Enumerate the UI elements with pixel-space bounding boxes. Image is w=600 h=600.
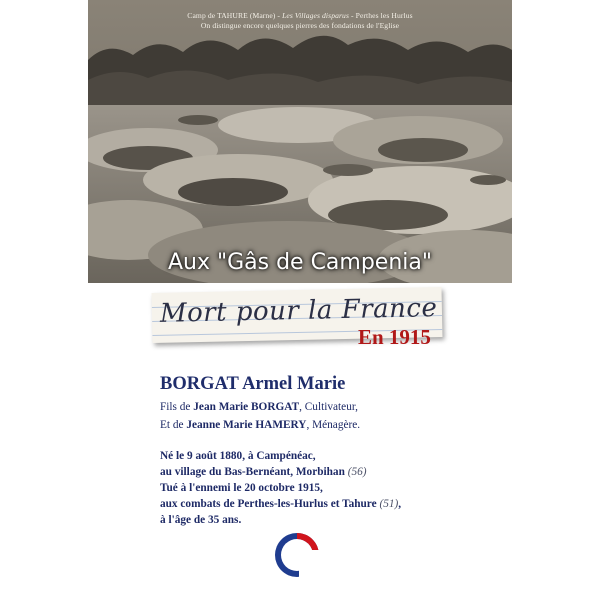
father-name: Jean Marie BORGAT bbox=[193, 401, 300, 413]
father-line bbox=[160, 398, 360, 416]
caption-series: Les Villages disparus bbox=[282, 11, 349, 20]
mother-prefix: Et de bbox=[160, 419, 187, 431]
centenaire-logo-icon bbox=[272, 530, 322, 580]
birth-department: (56) bbox=[347, 466, 367, 478]
mother-job: , Ménagère. bbox=[306, 419, 361, 431]
battle-line-end: , bbox=[398, 498, 402, 510]
caption-village: - Perthes les Hurlus bbox=[349, 11, 413, 20]
battlefield-scene bbox=[88, 0, 512, 283]
battle-text: aux combats de Perthes-les-Hurlus et Tahure bbox=[160, 498, 380, 510]
centenaire-logo bbox=[272, 530, 322, 580]
birthplace-line bbox=[160, 464, 401, 480]
birthplace-text: au village du Bas-Bernéant, Morbihan bbox=[160, 466, 348, 478]
age-line: à l'âge de 35 ans. bbox=[160, 514, 242, 526]
soldier-name: BORGAT Armel Marie bbox=[160, 374, 346, 394]
death-year: En 1915 bbox=[358, 325, 431, 349]
mother-line bbox=[160, 416, 360, 434]
death-department: (51) bbox=[379, 498, 399, 510]
father-prefix: Fils de bbox=[160, 401, 194, 413]
biography-facts bbox=[160, 448, 401, 528]
father-job: , Cultivateur, bbox=[299, 401, 358, 413]
mother-name: Jeanne Marie HAMERY bbox=[186, 419, 307, 431]
caption-place: Camp de TAHURE (Marne) - bbox=[187, 11, 283, 20]
postcard-photo bbox=[88, 0, 512, 283]
parents-block bbox=[160, 398, 360, 434]
birth-line: Né le 9 août 1880, à Campénéac, bbox=[160, 450, 316, 462]
caption-line-2: On distingue encore quelques pierres des fondations de l'Eglise bbox=[200, 21, 400, 30]
caption-line-1 bbox=[88, 11, 512, 21]
mort-pour-la-france-text: Mort pour la France bbox=[159, 293, 438, 329]
postcard-caption bbox=[88, 11, 512, 31]
page-title: Aux "Gâs de Campenia" bbox=[167, 250, 433, 275]
battle-line bbox=[160, 496, 401, 512]
death-line: Tué à l'ennemi le 20 octobre 1915, bbox=[160, 482, 323, 494]
